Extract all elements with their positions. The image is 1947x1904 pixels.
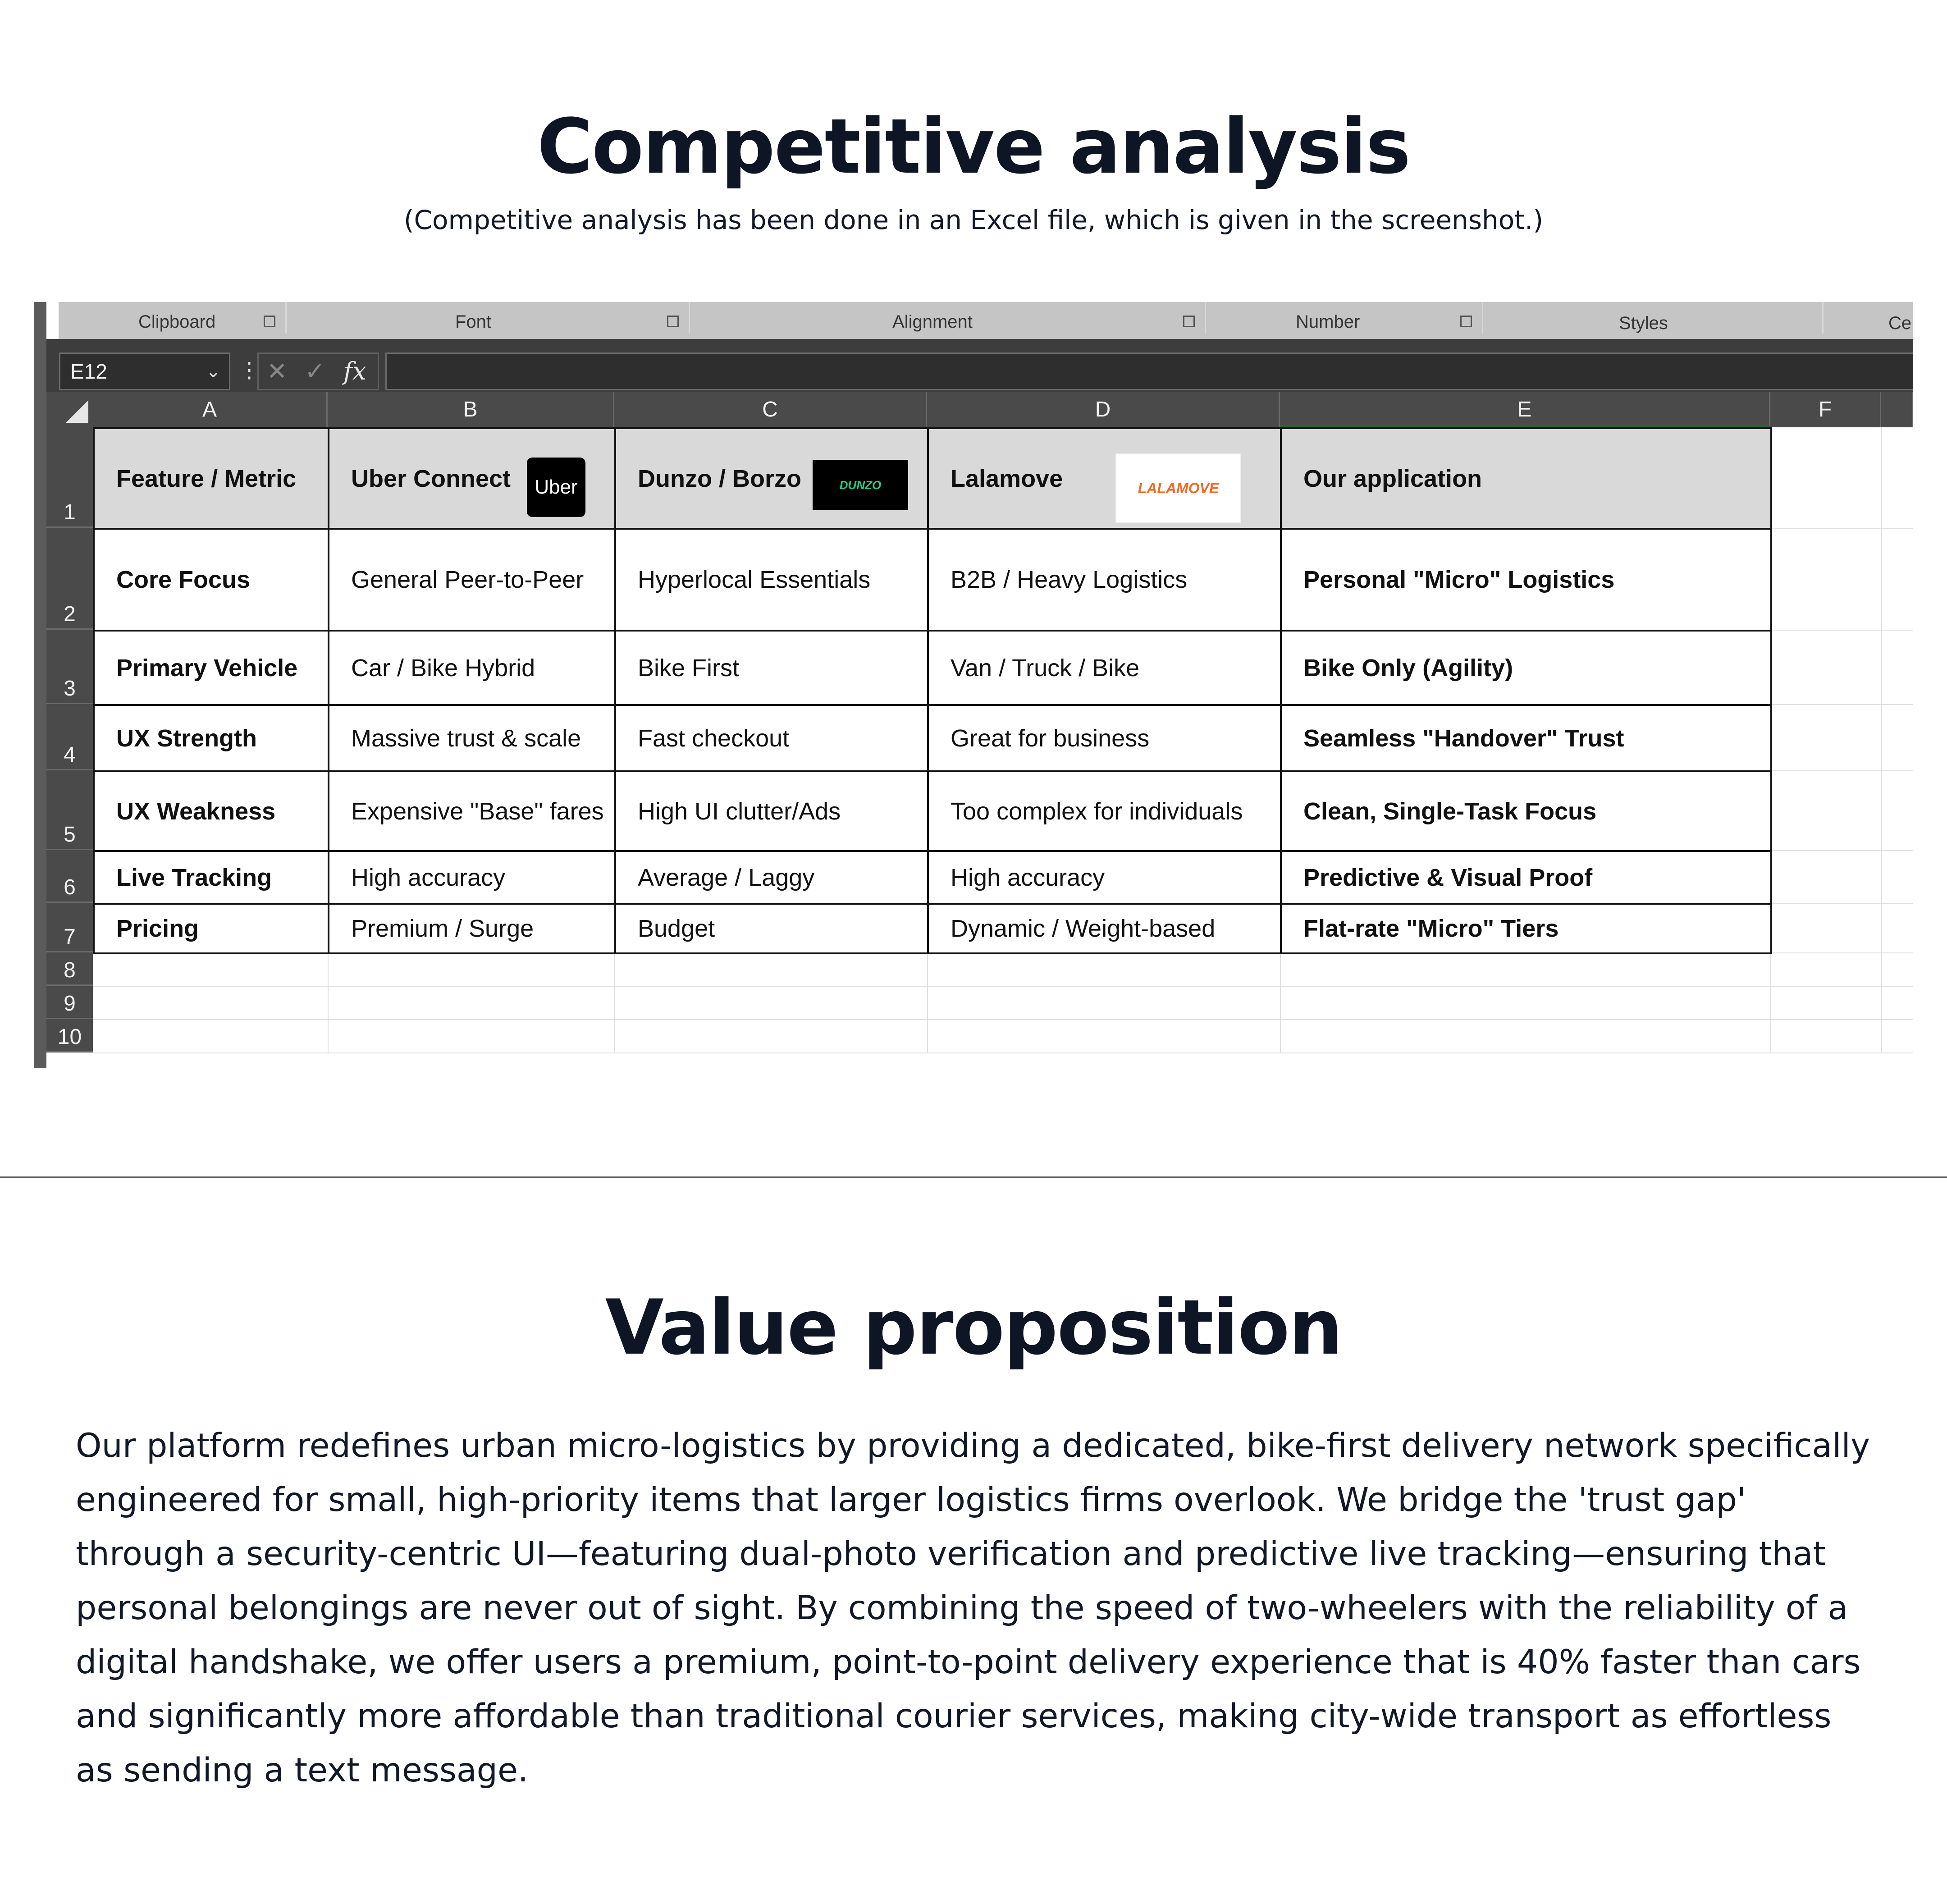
value-proposition-text: Our platform redefines urban micro-logistics by providing a dedicated, bike-first delivery network specifically engineered for small, high-priority items that larger logistics firms overlook. We bridge the 'trust gap' through a security-centric UI—featuring dual-photo verification and predictive live tracking—ensuring that personal belongings are never out of sight. By combining the speed of two-wheelers with the reliability of a digital handshake, we offer users a premium, point-to-point delivery experience that is 40% faster than cars and significantly more affordable than traditional courier services, making city-wide transport as effortless as sending a text message.	[76, 1427, 1870, 1790]
cell-d5[interactable]: Too complex for individuals	[927, 770, 1282, 852]
column-header-d[interactable]: D	[927, 392, 1280, 427]
cell-c2[interactable]: Hyperlocal Essentials	[614, 528, 929, 632]
row-header-9[interactable]: 9	[46, 986, 93, 1019]
dunzo-logo: DUNZO	[813, 460, 908, 510]
row-header-5[interactable]: 5	[46, 770, 93, 850]
ribbon-group-bar	[59, 302, 1913, 339]
formula-bar	[46, 339, 1913, 392]
cell-b2[interactable]: General Peer-to-Peer	[328, 528, 616, 632]
column-header-c[interactable]: C	[614, 392, 927, 427]
formula-actions	[257, 352, 379, 390]
section-divider	[0, 1176, 1947, 1178]
cell-b3[interactable]: Car / Bike Hybrid	[328, 630, 616, 706]
cell-c1[interactable]: Dunzo / Borzo	[614, 427, 929, 530]
row-header-6[interactable]: 6	[46, 850, 93, 903]
cell-d1[interactable]: Lalamove	[927, 427, 1282, 530]
formula-input[interactable]	[385, 352, 1913, 390]
ribbon-group-cells[interactable]: Ce	[1888, 313, 1912, 333]
lalamove-logo: LALAMOVE	[1115, 453, 1241, 523]
row-header-1[interactable]: 1	[46, 427, 93, 528]
cell-d6[interactable]: High accuracy	[927, 850, 1282, 905]
column-header-b[interactable]: B	[328, 392, 614, 427]
insert-function-icon[interactable]: fx	[343, 357, 366, 385]
cell-e6[interactable]: Predictive & Visual Proof	[1280, 850, 1772, 905]
row-header-4[interactable]: 4	[46, 704, 93, 770]
cell-a3[interactable]: Primary Vehicle	[93, 630, 329, 706]
grid-line	[1881, 427, 1882, 1053]
uber-logo: Uber	[527, 458, 585, 517]
cell-d3[interactable]: Van / Truck / Bike	[927, 630, 1282, 706]
ribbon-group-font[interactable]: Font	[455, 312, 492, 332]
row-header-7[interactable]: 7	[46, 903, 93, 952]
font-launcher-icon[interactable]	[667, 316, 679, 327]
row-header-10[interactable]: 10	[46, 1019, 93, 1053]
grid-line	[93, 1019, 1913, 1020]
cell-a5[interactable]: UX Weakness	[93, 770, 329, 852]
ribbon-separator	[1205, 302, 1206, 334]
cell-d2[interactable]: B2B / Heavy Logistics	[927, 528, 1282, 632]
column-header-g[interactable]	[1881, 392, 1913, 427]
cell-d4[interactable]: Great for business	[927, 704, 1282, 772]
cell-b1[interactable]: Uber Connect	[328, 427, 616, 530]
cell-c3[interactable]: Bike First	[614, 630, 929, 706]
cell-b5[interactable]: Expensive "Base" fares	[328, 770, 616, 852]
cell-a1[interactable]: Feature / Metric	[93, 427, 329, 530]
select-all-button[interactable]	[46, 392, 93, 427]
ribbon-separator	[1822, 302, 1824, 334]
excel-screenshot	[34, 302, 1913, 1068]
check-icon[interactable]: ✓	[305, 358, 325, 385]
cell-c5[interactable]: High UI clutter/Ads	[614, 770, 929, 852]
grid-line	[93, 986, 1913, 987]
cell-c4[interactable]: Fast checkout	[614, 704, 929, 772]
cell-c6[interactable]: Average / Laggy	[614, 850, 929, 905]
row-header-8[interactable]: 8	[46, 952, 93, 986]
cell-d7[interactable]: Dynamic / Weight-based	[927, 903, 1282, 954]
ribbon-separator	[285, 302, 287, 334]
cell-a7[interactable]: Pricing	[93, 903, 329, 954]
ribbon-group-number[interactable]: Number	[1296, 312, 1360, 332]
cell-a2[interactable]: Core Focus	[93, 528, 329, 632]
ribbon-separator	[689, 302, 690, 334]
row-header-3[interactable]: 3	[46, 630, 93, 704]
column-header-a[interactable]: A	[93, 392, 328, 427]
section-title-competitive-analysis: Competitive analysis	[537, 102, 1410, 191]
section-title-value-proposition: Value proposition	[605, 1283, 1342, 1372]
cell-b4[interactable]: Massive trust & scale	[328, 704, 616, 772]
number-launcher-icon[interactable]	[1460, 316, 1472, 327]
ribbon-group-clipboard[interactable]: Clipboard	[138, 312, 216, 332]
chevron-down-icon[interactable]: ⌄	[206, 362, 221, 381]
cell-e7[interactable]: Flat-rate "Micro" Tiers	[1280, 903, 1772, 954]
cancel-icon[interactable]: ✕	[267, 358, 288, 385]
cell-e4[interactable]: Seamless "Handover" Trust	[1280, 704, 1772, 772]
name-box[interactable]	[59, 352, 230, 390]
section-subtitle: (Competitive analysis has been done in an Excel file, which is given in the screenshot.)	[403, 205, 1544, 235]
row-header-2[interactable]: 2	[46, 528, 93, 630]
cell-e3[interactable]: Bike Only (Agility)	[1280, 630, 1772, 706]
name-box-value: E12	[70, 360, 107, 383]
select-all-triangle-icon	[66, 400, 88, 423]
cell-e5[interactable]: Clean, Single-Task Focus	[1280, 770, 1772, 852]
cell-a4[interactable]: UX Strength	[93, 704, 329, 772]
cell-a6[interactable]: Live Tracking	[93, 850, 329, 905]
ribbon-group-styles[interactable]: Styles	[1619, 313, 1668, 333]
cell-b6[interactable]: High accuracy	[328, 850, 616, 905]
clipboard-launcher-icon[interactable]	[264, 316, 275, 327]
cell-e1[interactable]: Our application	[1280, 427, 1772, 530]
cell-c7[interactable]: Budget	[614, 903, 929, 954]
cell-e2[interactable]: Personal "Micro" Logistics	[1280, 528, 1772, 632]
alignment-launcher-icon[interactable]	[1183, 316, 1195, 327]
more-options-icon[interactable]: ⋮	[238, 358, 260, 382]
window-edge	[34, 302, 46, 1068]
cell-b7[interactable]: Premium / Surge	[328, 903, 616, 954]
column-header-f[interactable]: F	[1770, 392, 1881, 427]
column-header-e[interactable]: E	[1280, 392, 1770, 427]
ribbon-group-alignment[interactable]: Alignment	[892, 312, 973, 332]
ribbon-separator	[1482, 302, 1483, 334]
